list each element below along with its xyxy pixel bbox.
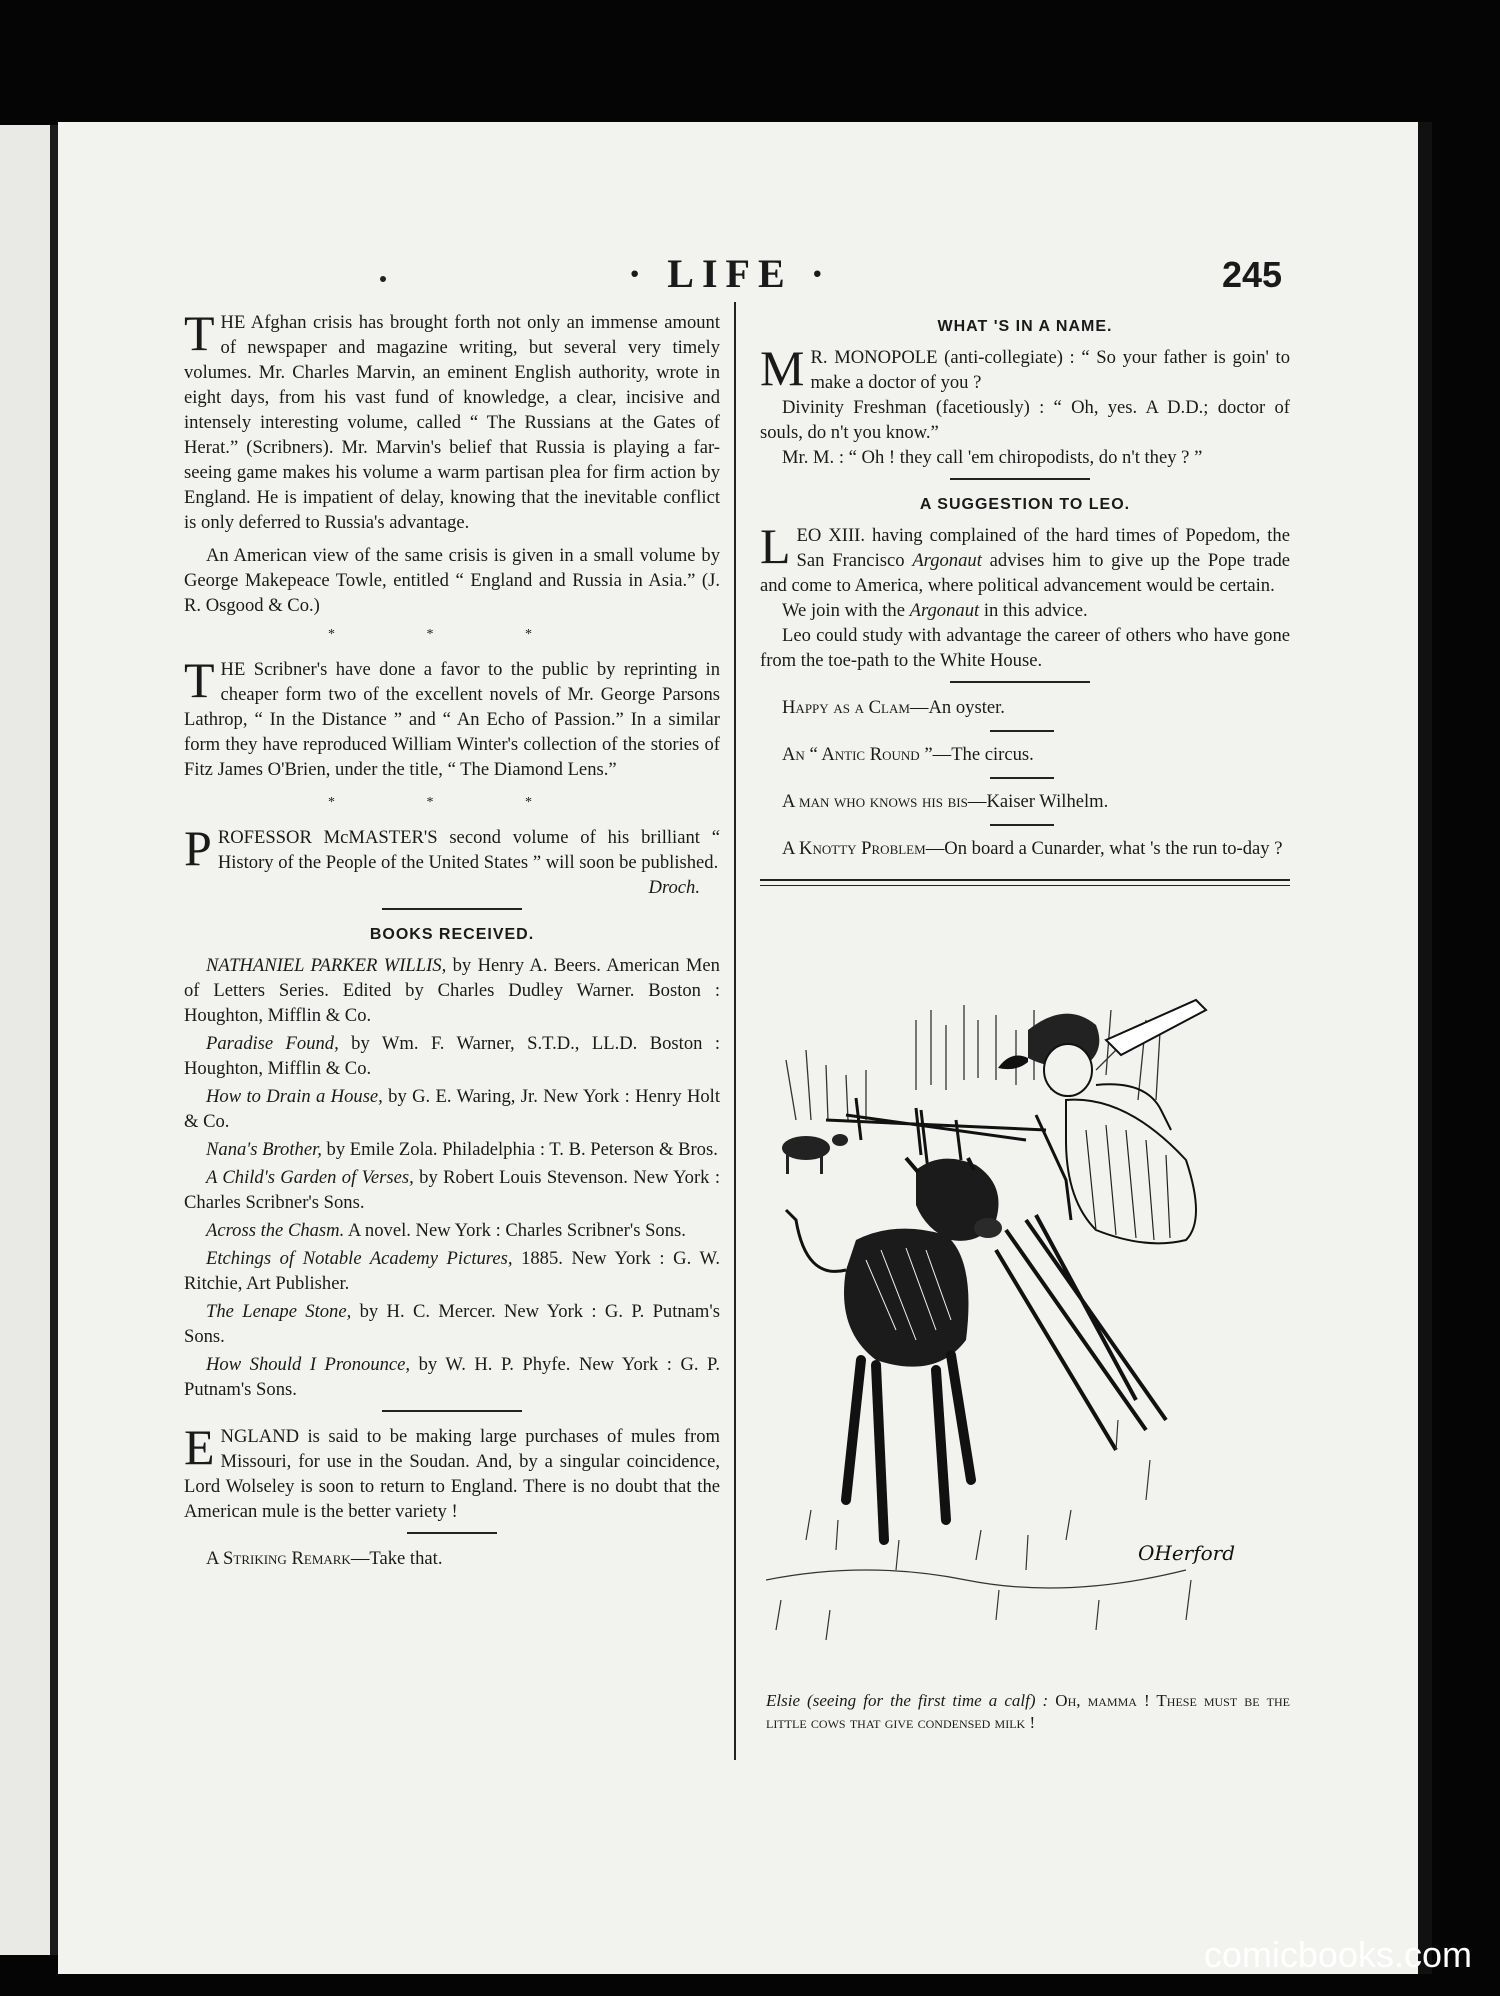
divider-rule [950,681,1090,683]
book-entry: Paradise Found, by Wm. F. Warner, S.T.D., LL.D. Boston : Houghton, Mifflin & Co. [184,1033,721,1079]
drop-cap: T [184,652,215,708]
book-entry: The Lenape Stone, by H. C. Mercer. New York : G. P. Putnam's Sons. [184,1301,720,1347]
suggestion-to-leo-heading: A SUGGESTION TO LEO. [919,496,1131,513]
books-received-heading: BOOKS RECEIVED. [369,926,535,943]
left-column [184,305,721,1571]
leo-paragraph: LEO XIII. having complained of the hard times of Popedom, the San Francisco Argonaut advises him to give up the Pope trade and come to America, where political advancement would be certain. [760,518,1290,596]
mr-m-line: Mr. M. : “ Oh ! they call 'em chiropodists, do n't they ? ” [782,447,1203,468]
masthead-dot [380,276,386,282]
drop-cap: M [760,340,805,396]
section-stars: * * * [328,795,576,810]
facing-page-edge [0,125,56,1955]
striking-remark-joke: A Striking Remark—Take that. [206,1548,443,1569]
mcmaster-paragraph: PROFESSOR McMASTER'S second volume of his brilliant “ History of the People of the United States ” will soon be published. [184,820,720,876]
freshman-line: Divinity Freshman (facetiously) : “ Oh, yes. A D.D.; doctor of souls, do n't you know.” [760,397,1290,443]
divider-rule [990,777,1054,779]
section-stars: * * * [328,627,576,642]
whats-in-a-name-heading: WHAT 'S IN A NAME. [937,318,1113,335]
england-mules-paragraph: ENGLAND is said to be making large purchases of mules from Missouri, for use in the Soudan. And, by a singular coincidence, Lord Wolseley is soon to return to England. There is no doubt that the American mule is the better variety ! [184,1419,720,1522]
divider-rule [407,1532,497,1534]
author-signature: Droch. [648,877,700,898]
page-right-edge [1418,122,1432,1974]
book-entry: NATHANIEL PARKER WILLIS, by Henry A. Beers. American Men of Letters Series. Edited by Charles Dudley Warner. Boston : Houghton, Mifflin & Co. [184,955,720,1026]
page-number: 245 [1222,254,1283,295]
joke-happy-as-clam: Happy as a Clam—An oyster. [782,697,1005,718]
book-entry: How to Drain a House, by G. E. Waring, Jr. New York : Henry Holt & Co. [184,1086,721,1132]
book-entry: Nana's Brother, by Emile Zola. Philadelphia : T. B. Peterson & Bros. [206,1139,718,1160]
masthead-title: · LIFE · [627,251,833,296]
divider-rule [382,1410,522,1412]
towle-paragraph: An American view of the same crisis is given in a small volume by George Makepeace Towle, entitled “ England and Russia in Asia.” (J. R. Osgood & Co.) [184,545,720,616]
joke-antic-round: An “ Antic Round ”—The circus. [782,744,1034,765]
joke-bis: A man who knows his bis—Kaiser Wilhelm. [782,791,1109,812]
divider-rule [950,478,1090,480]
scribners-paragraph: THE Scribner's have done a favor to the public by reprinting in cheaper form two of the excellent novels of Mr. George Parsons Lathrop, “ In the Distance ” and “ An Echo of Passion.” In a similar form they have reproduced William Winter's collection of the stories of Fitz James O'Brien, under the title, “ The Diamond Lens.” [184,652,720,780]
afghan-paragraph: THE Afghan crisis has brought forth not only an immense amount of newspaper and magazine writing, but several very timely volumes. Mr. Charles Marvin, an eminent English authority, wrote in eight days, from his vast fund of knowledge, a clear, incisive and intensely interesting volume, called “ The Russians at the Gates of Herat.” (Scribners). Mr. Marvin's belief that Russia is playing a far-seeing game makes his volume a warm partisan plea for firm action by England. He is impatient of delay, knowing that the inevitable conflict is only deferred to Russia's advantage. [184,305,720,533]
drop-cap: P [184,820,212,876]
page-gutter-shadow [50,125,58,1955]
leo-career-line: Leo could study with advantage the career of others who have gone from the toe-path to the White House. [760,625,1290,671]
watermark-text: comicbooks.com [1203,1934,1472,1975]
drop-cap: E [184,1419,215,1475]
double-divider-rule [760,879,1290,886]
right-column [760,310,1290,886]
argonaut-line: We join with the Argonaut in this advice. [782,600,1088,621]
drop-cap: L [760,518,791,574]
joke-knotty-problem: A Knotty Problem—On board a Cunarder, what 's the run to-day ? [782,838,1283,859]
divider-rule [990,730,1054,732]
column-divider [734,302,736,1760]
divider-rule [990,824,1054,826]
drop-cap: T [184,305,215,361]
illustration-girl-and-calf [766,980,1286,1686]
monopole-line: M R. MONOPOLE (anti-collegiate) : “ So your father is goin' to make a doctor of you ? [760,340,1290,396]
divider-rule [382,908,522,910]
artist-signature: OHerford [1138,1541,1236,1565]
book-entry: Across the Chasm. A novel. New York : Charles Scribner's Sons. [206,1220,686,1241]
book-entry: How Should I Pronounce, by W. H. P. Phyfe. New York : G. P. Putnam's Sons. [184,1354,720,1400]
books-list [184,953,720,1402]
illustration-caption: Elsie (seeing for the first time a calf) : Oh, mamma ! These must be the little cows that give condensed milk ! [766,1691,1290,1732]
book-entry: Etchings of Notable Academy Pictures, 1885. New York : G. W. Ritchie, Art Publisher. [184,1248,720,1294]
book-entry: A Child's Garden of Verses, by Robert Louis Stevenson. New York : Charles Scribner's Sons. [184,1167,720,1213]
